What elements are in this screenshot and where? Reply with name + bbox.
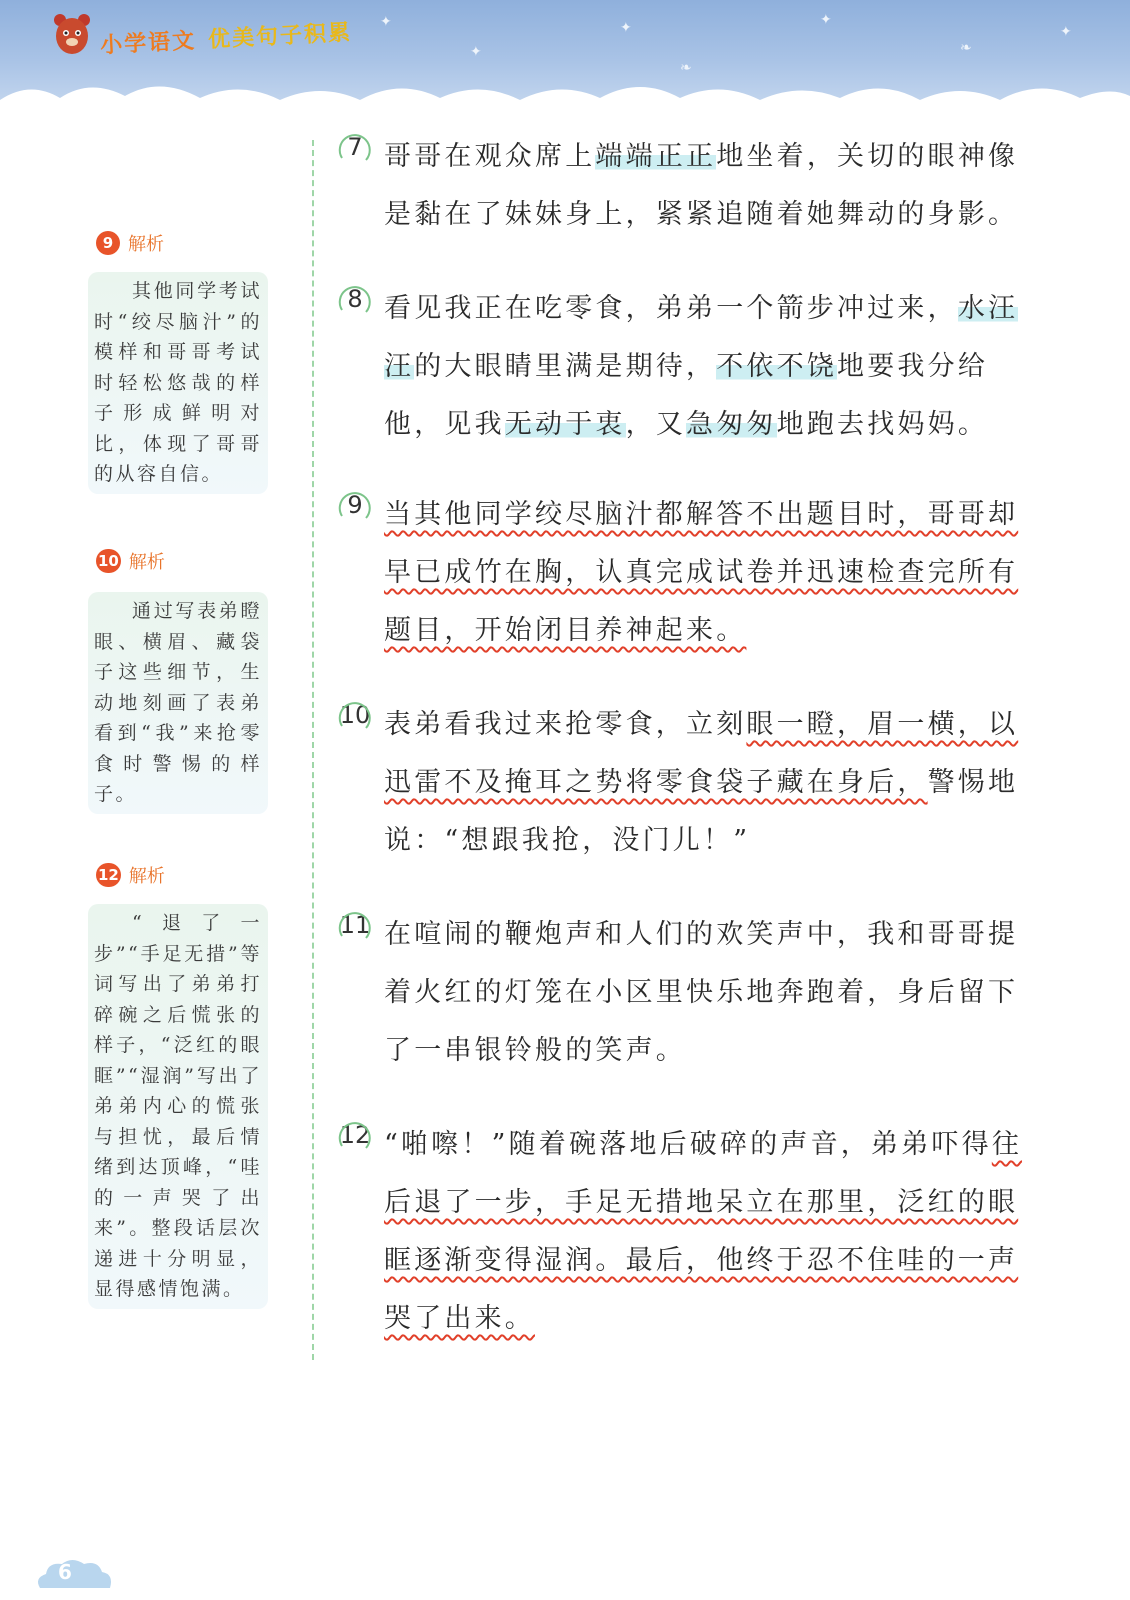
leaf-decoration-icon: ❧ — [960, 40, 972, 56]
note-heading-10 — [96, 548, 165, 574]
leaf-decoration-icon: ❧ — [680, 60, 692, 76]
sentence-item-10 — [340, 696, 1040, 870]
header-title-subject: 小学语文 — [99, 28, 197, 59]
cloud-icon — [34, 1556, 114, 1592]
star-decoration-icon: ✦ — [380, 14, 392, 30]
sentence-item-12 — [340, 1116, 1040, 1348]
highlight-phrase: 无动于衷 — [504, 409, 626, 440]
note-text: 其他同学考试时“绞尽脑汁”的模样和哥哥考试时轻松悠哉的样子形成鲜明对比，体现了哥哥的从容自信。 — [94, 280, 262, 485]
number-circle-icon — [336, 696, 374, 734]
star-decoration-icon: ✦ — [1060, 24, 1072, 40]
wavy-underlined-phrase: 眼一瞪，眉一横，以迅雷不及掩耳之势将零食袋子藏在身后， — [384, 709, 1019, 798]
sentence-item-9 — [340, 486, 1040, 660]
cloud-edge — [0, 70, 1130, 110]
highlight-phrase: 急匆匆 — [686, 409, 777, 440]
sentence-number: 10 — [340, 700, 370, 730]
highlight-phrase: 水汪汪 — [384, 293, 1019, 382]
number-circle-icon — [336, 128, 374, 166]
sentence-item-7 — [340, 128, 1040, 244]
sentence-text: “啪嚓！”随着碗落地后破碎的声音，弟弟吓得往后退了一步，手足无措地呆立在那里，泛红的眼眶逐渐变得湿润。最后，他终于忍不住哇的一声哭了出来。 — [384, 1129, 1023, 1334]
sentence-item-8 — [340, 280, 1040, 454]
note-label: 解析 — [128, 552, 165, 573]
number-circle-icon — [336, 486, 374, 524]
sentence-number: 7 — [340, 132, 370, 162]
wavy-underlined-phrase: 往后退了一步，手足无措地呆立在那里，泛红的眼眶逐渐变得湿润。最后，他终于忍不住哇的一声哭了出来。 — [384, 1129, 1023, 1334]
note-number-badge: 9 — [96, 231, 120, 255]
star-decoration-icon: ✦ — [820, 12, 832, 28]
number-circle-icon — [336, 1116, 374, 1154]
star-decoration-icon: ✦ — [470, 44, 482, 60]
note-heading-12 — [96, 862, 165, 888]
note-text: 通过写表弟瞪眼、横眉、藏袋子这些细节，生动地刻画了表弟看到“我”来抢零食时警惕的样子。 — [94, 600, 262, 805]
sentence-text: 哥哥在观众席上端端正正地坐着，关切的眼神像是黏在了妹妹身上，紧紧追随着她舞动的身影。 — [384, 141, 1019, 230]
note-box-9 — [88, 272, 268, 494]
note-box-12 — [88, 904, 268, 1309]
note-box-10 — [88, 592, 268, 814]
note-number-badge: 10 — [96, 549, 121, 573]
highlight-phrase: 端端正正 — [595, 141, 717, 172]
note-number-badge: 12 — [96, 863, 121, 887]
page-number-badge — [34, 1556, 114, 1592]
sentence-number: 11 — [340, 910, 370, 940]
number-circle-icon — [336, 906, 374, 944]
column-divider — [312, 140, 314, 1360]
star-decoration-icon: ✦ — [620, 20, 632, 36]
note-text: “退了一步”“手足无措”等词写出了弟弟打碎碗之后慌张的样子，“泛红的眼眶”“湿润”写出了弟弟内心的慌张与担忧，最后情绪到达顶峰，“哇的一声哭了出来”。整段话层次递进十分明显，显得感情饱满。 — [94, 912, 262, 1300]
sentence-number: 8 — [340, 284, 370, 314]
page-number: 6 — [58, 1560, 72, 1584]
sentence-number: 9 — [340, 490, 370, 520]
note-label: 解析 — [128, 234, 164, 255]
sentence-text: 看见我正在吃零食，弟弟一个箭步冲过来，水汪汪的大眼睛里满是期待，不依不饶地要我分给他，见我无动于衷，又急匆匆地跑去找妈妈。 — [384, 293, 1019, 440]
sentence-number: 12 — [340, 1120, 370, 1150]
highlight-phrase: 不依不饶 — [716, 351, 838, 382]
header-banner — [0, 0, 1130, 110]
note-label: 解析 — [128, 866, 165, 887]
sentence-item-11 — [340, 906, 1040, 1080]
bear-icon — [52, 12, 92, 56]
wavy-underlined-phrase: 当其他同学绞尽脑汁都解答不出题目时，哥哥却早已成竹在胸，认真完成试卷并迅速检查完所有题目，开始闭目养神起来。 — [384, 499, 1019, 646]
note-heading-9 — [96, 230, 164, 256]
sentence-text: 表弟看我过来抢零食，立刻眼一瞪，眉一横，以迅雷不及掩耳之势将零食袋子藏在身后，警惕地说：“想跟我抢，没门儿！” — [384, 709, 1019, 856]
sentence-text — [384, 486, 1044, 660]
header-title-topic: 优美句子积累 — [207, 20, 353, 53]
header-title — [99, 15, 352, 59]
sentence-text: 在喧闹的鞭炮声和人们的欢笑声中，我和哥哥提着火红的灯笼在小区里快乐地奔跑着，身后留下了一串银铃般的笑声。 — [384, 919, 1019, 1066]
number-circle-icon — [336, 280, 374, 318]
